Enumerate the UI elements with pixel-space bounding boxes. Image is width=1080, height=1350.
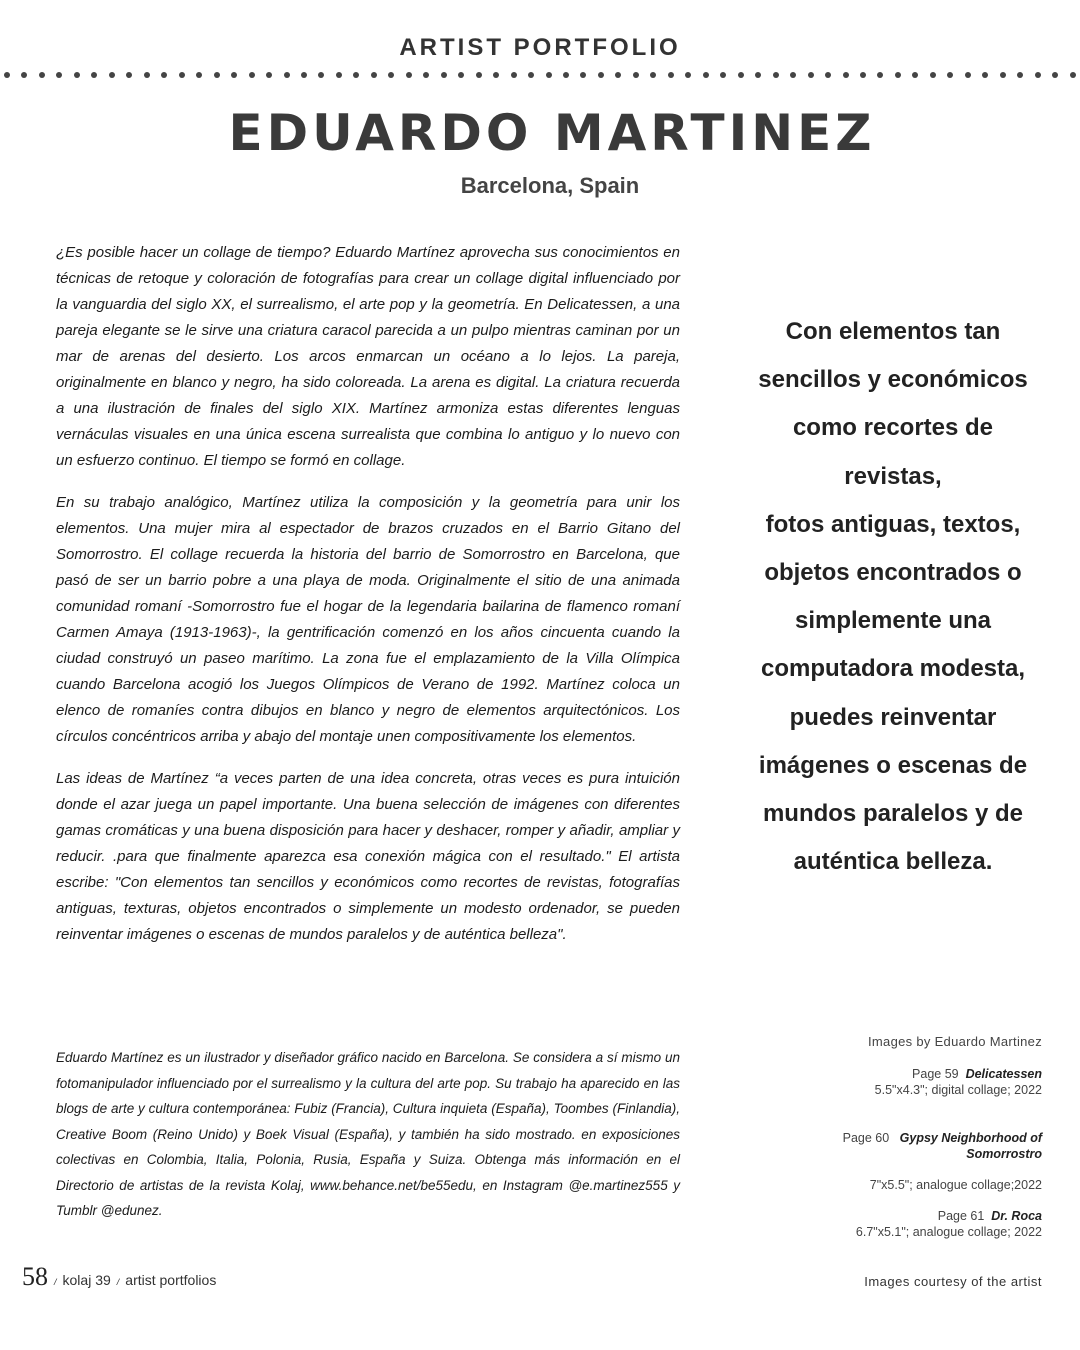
artist-name: EDUARDO MARTINEZ: [228, 104, 876, 162]
pull-quote-line: auténtica belleza.: [793, 848, 993, 876]
divider-dot: [615, 72, 621, 78]
divider-dot: [598, 72, 604, 78]
pull-quote-line: fotos antiguas, textos,: [765, 510, 1021, 538]
divider-dot: [301, 72, 307, 78]
images-by-label: Images by Eduardo Martinez: [868, 1034, 1042, 1049]
divider-dot: [755, 72, 761, 78]
divider-dot: [773, 72, 779, 78]
divider-dot: [249, 72, 255, 78]
divider-dot: [685, 72, 691, 78]
pull-quote-line: puedes reinventar: [789, 703, 997, 731]
article-paragraph: ¿Es posible hacer un collage de tiempo? Eduardo Martínez aprovecha sus conocimientos en técnicas de retoque y coloración de fotografías para crear un collage digital influenciado por la vanguardia del siglo XX, el surrealismo, el arte pop y la geometría. En Delicatessen, a una pareja elegante se le sirve una criatura caracol parecida a un pulpo mientras caminan por un mar de arenas del desierto. Los arcos enmarcan un océano a lo lejos. La pareja, originalmente en blanco y negro, ha sido coloreada. La arena es digital. La criatura recuerda a una ilustración de finales del siglo XIX. Martínez armoniza estas diferentes lenguas vernáculas visuales en una única escena surrealista que combina lo antiguo y lo nuevo con un esfuerzo continuo. El tiempo se formó en collage.: [56, 244, 680, 469]
pull-quote-line: Con elementos tan: [785, 318, 1001, 345]
divider-dot: [877, 72, 883, 78]
divider-dot: [371, 72, 377, 78]
divider-dot: [947, 72, 953, 78]
divider-dot: [214, 72, 220, 78]
divider-dot: [353, 72, 359, 78]
divider-dot: [790, 72, 796, 78]
divider-dot: [231, 72, 237, 78]
divider-dot: [912, 72, 918, 78]
divider-dot: [633, 72, 639, 78]
divider-dot: [39, 72, 45, 78]
pull-quote-line: mundos paralelos y de: [762, 800, 1024, 828]
divider-dot: [458, 72, 464, 78]
caption-page-label: Page 59: [912, 1067, 959, 1081]
magazine-issue: kolaj 39: [62, 1272, 111, 1288]
divider-dot: [318, 72, 324, 78]
images-courtesy: Images courtesy of the artist: [864, 1274, 1042, 1289]
pull-quote-line: como recortes de: [792, 414, 994, 442]
article-paragraph: Las ideas de Martínez “a veces parten de una idea concreta, otras veces es pura intuición donde el azar juega un papel importante. Una buena selección de imágenes con diferentes gamas cromáticas y una buena disposición para hacer y deshacer, romper y añadir, ampliar y reducir. .para que finalmente aparezca esa conexión mágica con el resultado." El artista escribe: "Con elementos tan sencillos y económicos como recortes de revistas, fotografías antiguas, texturas, objetos encontrados o simplemente un modesto ordenador, se pueden reinventar imágenes o escenas de mundos paralelos y de auténtica belleza".: [56, 770, 680, 943]
divider-dot: [563, 72, 569, 78]
pull-quote-line: imágenes o escenas de: [758, 751, 1028, 779]
caption-page-59: [780, 1066, 1042, 1098]
divider-dot: [825, 72, 831, 78]
divider-dot: [703, 72, 709, 78]
divider-dot: [650, 72, 656, 78]
page-number: 58: [22, 1262, 48, 1291]
caption-work-title: Dr. Roca: [991, 1209, 1042, 1223]
divider-dot: [930, 72, 936, 78]
pull-quote-line: sencillos y económicos: [758, 366, 1028, 394]
caption-details: 5.5"x4.3"; digital collage; 2022: [874, 1083, 1042, 1097]
divider-dot: [843, 72, 849, 78]
divider-dot: [284, 72, 290, 78]
divider-dot: [668, 72, 674, 78]
divider-dot: [179, 72, 185, 78]
divider-dot: [982, 72, 988, 78]
artist-bio: Eduardo Martínez es un ilustrador y diseñador gráfico nacido en Barcelona. Se considera a sí mismo un fotomanipulador influenciado por el surrealismo y la cultura del arte pop. Su trabajo ha aparecido en las blogs de arte y cultura contemporánea: Fubiz (Francia), Cultura inquieta (España), Toombes (Finlandia), Creative Boom (Reino Unido) y Boek Visual (España), y también ha sido mostrado. en exposiciones colectivas en Colombia, Italia, Polonia, Rusia, España y Suiza. Obtenga más información en el Directorio de artistas de la revista Kolaj, www.behance.net/be55edu, en Instagram @e.martinez555 y Tumblr @edunez.: [56, 1050, 680, 1218]
divider-dot: [1035, 72, 1041, 78]
divider-dot: [266, 72, 272, 78]
divider-dot: [1017, 72, 1023, 78]
caption-page-61: [780, 1208, 1042, 1240]
caption-work-title: Gypsy Neighborhood of: [899, 1131, 1042, 1145]
divider-dot: [895, 72, 901, 78]
caption-details: 7"x5.5"; analogue collage;2022: [869, 1178, 1042, 1192]
divider-dot: [1052, 72, 1058, 78]
pull-quote-line: computadora modesta,: [760, 655, 1026, 683]
article-paragraph: En su trabajo analógico, Martínez utiliza la composición y la geometría para unir los elementos. Una mujer mira al espectador de brazos cruzados en el Barrio Gitano del Somorrostro. El collage recuerda la historia del barrio de Somorrostro en Barcelona, que pasó de ser un barrio pobre a una playa de moda. Originalmente el sitio de una animada comunidad romaní -Somorrostro fue el hogar de la legendaria bailarina de flamenco romaní Carmen Amaya (1913-1963)-, la gentrificación comenzó en los años cincuenta cuando la ciudad construyó un paseo marítimo. La zona fue el emplazamiento de la Villa Olímpica cuando Barcelona acogió los Juegos Olímpicos de Verano de 1992. Martínez coloca un elenco de romaníes contra dibujos en blanco y negro de elementos arquitectónicos. Los círculos concéntricos arriba y abajo del montaje unen compositivamente los elementos.: [56, 494, 680, 745]
caption-page-label: Page 61: [937, 1209, 985, 1223]
caption-page-60: [780, 1130, 1042, 1193]
divider-dot: [511, 72, 517, 78]
divider-dot: [808, 72, 814, 78]
footer-separator: /: [116, 1277, 120, 1287]
divider-dot: [738, 72, 744, 78]
divider-dot: [720, 72, 726, 78]
divider-dot: [144, 72, 150, 78]
divider-dot: [336, 72, 342, 78]
article-body: [56, 240, 680, 964]
pull-quote-line: objetos encontrados o: [764, 559, 1022, 587]
section-title: ARTIST PORTFOLIO: [399, 34, 681, 61]
divider-dot: [476, 72, 482, 78]
divider-dot: [441, 72, 447, 78]
artist-location: Barcelona, Spain: [460, 173, 640, 198]
divider-dot: [21, 72, 27, 78]
divider-dot: [493, 72, 499, 78]
divider-dot: [1000, 72, 1006, 78]
divider-dot: [126, 72, 132, 78]
divider-dot: [56, 72, 62, 78]
divider-dot: [546, 72, 552, 78]
divider-dot: [580, 72, 586, 78]
divider-dot: [161, 72, 167, 78]
divider-dot: [1070, 72, 1076, 78]
divider-dot: [388, 72, 394, 78]
footer-separator: /: [54, 1277, 57, 1287]
pull-quote: [740, 308, 1046, 886]
divider-dot: [74, 72, 80, 78]
divider-dot: [109, 72, 115, 78]
footer-section: artist portfolios: [125, 1272, 217, 1288]
caption-details: 6.7"x5.1"; analogue collage; 2022: [855, 1225, 1042, 1239]
divider-dot: [860, 72, 866, 78]
caption-work-title: Delicatessen: [965, 1067, 1042, 1081]
divider-dot: [965, 72, 971, 78]
divider-dot: [4, 72, 10, 78]
page-footer: [22, 1262, 216, 1292]
divider-dot: [196, 72, 202, 78]
divider-dot: [423, 72, 429, 78]
caption-page-label: Page 60: [842, 1131, 890, 1145]
pull-quote-line: revistas,: [844, 462, 942, 490]
dotted-divider: [4, 70, 1076, 80]
caption-work-title-cont: Somorrostro: [966, 1147, 1042, 1161]
divider-dot: [406, 72, 412, 78]
divider-dot: [528, 72, 534, 78]
divider-dot: [91, 72, 97, 78]
image-credit: [780, 1034, 1042, 1050]
pull-quote-line: simplemente una: [794, 607, 992, 635]
